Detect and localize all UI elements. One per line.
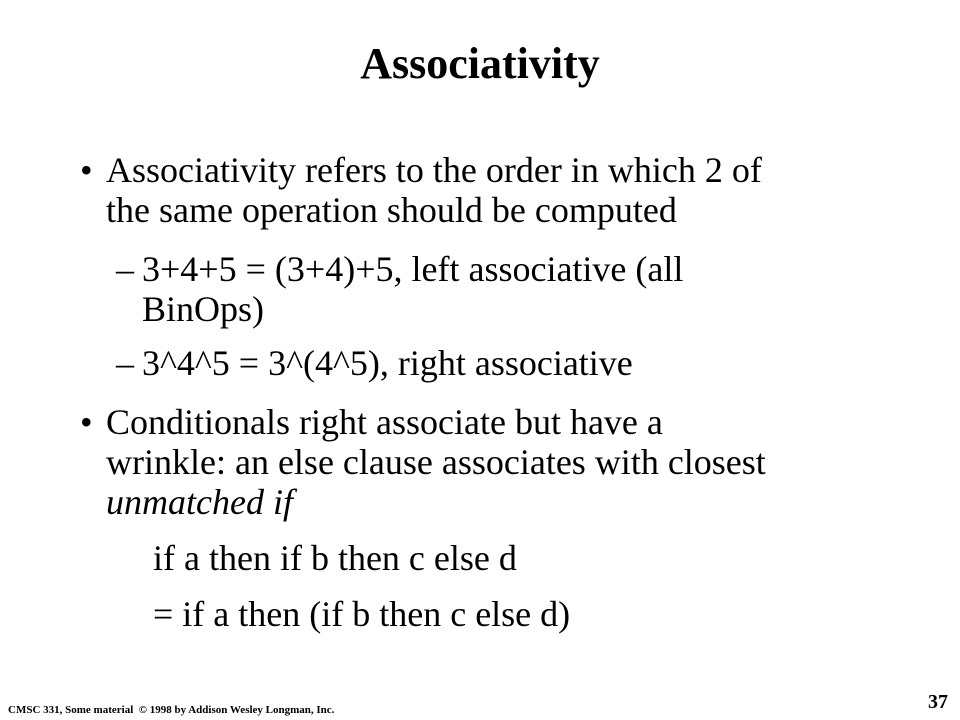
- bullet-text: [106, 150, 926, 230]
- sub-bullet-line: BinOps): [142, 289, 265, 329]
- bullet-text: [106, 402, 926, 522]
- slide-title: Associativity: [360, 39, 600, 88]
- sub-bullet-line: 3+4+5 = (3+4)+5, left associative (all: [142, 249, 684, 289]
- bullet-line: wrinkle: an else clause associates with closest: [106, 442, 766, 482]
- sub-bullet-text: [142, 343, 922, 383]
- bullet-line: the same operation should be computed: [106, 190, 677, 230]
- dash-marker: –: [116, 249, 134, 289]
- bullet-marker: •: [80, 150, 93, 190]
- slide-footer: CMSC 331, Some material © 1998 by Addison Wesley Longman, Inc.: [8, 704, 335, 716]
- italic-text: unmatched if: [106, 482, 293, 522]
- bullet-line: Associativity refers to the order in which 2 of: [106, 150, 762, 190]
- bullet-line-italic: [106, 482, 926, 522]
- bullet-marker: •: [80, 402, 93, 442]
- example-code-line-1: if a then if b then c else d: [153, 538, 517, 578]
- bullet-line: Conditionals right associate but have a: [106, 402, 663, 442]
- sub-bullet-line: 3^4^5 = 3^(4^5), right associative: [142, 343, 633, 383]
- example-code-line-2: = if a then (if b then c else d): [153, 594, 571, 634]
- dash-marker: –: [116, 343, 134, 383]
- page-number: 37: [928, 691, 948, 713]
- sub-bullet-text: [142, 249, 922, 329]
